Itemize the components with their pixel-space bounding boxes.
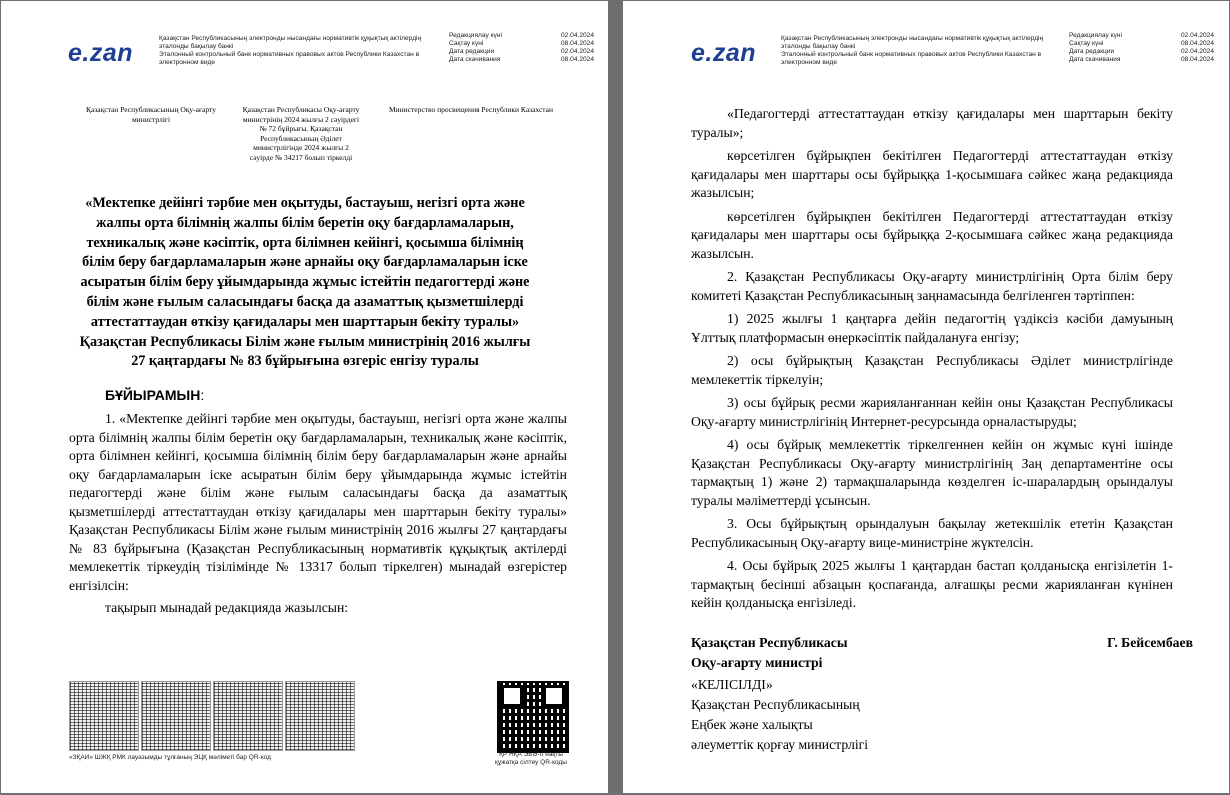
agreed-line: Қазақстан Республикасының xyxy=(691,697,860,712)
date-row: Редакциялау күні 02.04.2024 xyxy=(449,32,595,39)
signature-qr-code xyxy=(213,681,283,751)
agreed-line: әлеуметтік қорғау министрлігі xyxy=(691,737,869,752)
signature-block xyxy=(691,633,1191,673)
date-row: Дата редакции 02.04.2024 xyxy=(1069,48,1215,55)
signature-qr-code xyxy=(141,681,211,751)
header-line-ru: Эталонный контрольный банк нормативных правовых актов Республики Казахстан в электронном виде xyxy=(159,51,420,66)
paragraph: 3) осы бұйрық ресми жарияланғаннан кейін оны Қазақстан Республикасы Оқу-ағарту министрлігінің Интернет-ресурсында орналастыруды; xyxy=(691,395,1173,429)
signatory-name: Г. Бейсембаев xyxy=(1107,635,1193,650)
paragraph: 3. Осы бұйрықтың орындалуын бақылау жетекшілік ететін Қазақстан Республикасының Оқу-ағарту вице-министріне жүктелсін. xyxy=(691,516,1173,550)
header-line-kz: Қазақстан Республикасының электронды нысандағы нормативтік құқықтық актілердің эталонды бақылау банкі xyxy=(781,35,1044,50)
header-line-kz: Қазақстан Республикасының электронды нысандағы нормативтік құқықтық актілердің эталонды бақылау банкі xyxy=(159,35,422,50)
document-link-qr-code[interactable] xyxy=(497,681,569,753)
qr-caption-right: ҚР НҚА ЭБӘ-гі нақты құжатқа сілтеу QR-коды xyxy=(495,751,567,766)
page1-body xyxy=(69,410,567,618)
ezan-logo: e.zan xyxy=(691,39,757,67)
paragraph: 4) осы бұйрық мемлекеттік тіркелгеннен кейін он жұмыс күні ішінде Қазақстан Республикасы Оқу-ағарту министрлігінің Заң департаментіне осы тармақтың 1) және 2) тармақшаларында көзделген іс-шаралардың орындалуы туралы мәліметтерді ұсынсын. xyxy=(691,437,1173,508)
document-page-1 xyxy=(1,1,608,793)
ezan-logo: e.zan xyxy=(68,39,134,67)
paragraph: «Педагогтерді аттестаттаудан өткізу қағидалары мен шарттарын бекіту туралы»; xyxy=(691,106,1173,140)
order-registration-info: Қазақстан Республикасы Оқу-ағарту министрінің 2024 жылғы 2 сәуірдегі № 72 бұйрығы. Қазақстан Республикасының Әділет министрлігінде 2024 жылғы 2 сәуірде № 34217 болып тіркелді xyxy=(242,105,360,162)
paragraph: 1. «Мектепке дейінгі тәрбие мен оқытуды, бастауыш, негізгі орта және жалпы орта білімнің жалпы білім беретін оқу бағдарламаларын, техникалық және кәсіптік, орта білімнен кейінгі, қосымша білімнің білім беру бағдарламаларын және арнайы оқу бағдарламаларын іске асыратын білім беру ұйымдарында жұмыс істейтін педагогтерді және білім және ғылым саласындағы басқа да азаматтық қызметшілерді аттестаттаудан өткізу қағидалары мен шарттарын бекіту туралы» Қазақстан Республикасы Білім және ғылым министрінің 2016 жылғы 27 қаңтардағы № 83 бұйрығына (Қазақстан Республикасының нормативтік құқықтық актілерді мемлекеттік тіркеудің тізілімінде № 13317 болып тіркелген) мынадай өзгерістер енгізілсін: xyxy=(69,411,567,593)
date-row: Редакциялау күні 02.04.2024 xyxy=(1069,32,1215,39)
date-row: Сақтау күні 08.04.2024 xyxy=(449,40,595,47)
agreed-block xyxy=(691,675,868,755)
paragraph: 1) 2025 жылғы 1 қаңтарға дейін педагогтің үздіксіз кәсіби дамуының Ұлттық платформасын өнеркәсіптік пайдалануға енгізу; xyxy=(691,311,1173,345)
signatory-title: Қазақстан Республикасы xyxy=(691,635,848,650)
signature-qr-code xyxy=(69,681,139,751)
header-dates xyxy=(449,32,599,64)
agreed-label: «КЕЛІСІЛДІ» xyxy=(691,677,773,692)
header-dates xyxy=(1069,32,1219,64)
document-page-2 xyxy=(623,1,1229,793)
signatory-position: Оқу-ағарту министрі xyxy=(691,655,823,670)
document-title: «Мектепке дейінгі тәрбие мен оқытуды, бастауыш, негізгі орта және жалпы орта білімнің жалпы білім беретін оқу бағдарламаларын, техникалық және кәсіптік, орта білімнен кейінгі, қосымша білімнің білім беру бағдарламаларын және арнайы оқу бағдарламаларын іске асыратын білім беру ұйымдарында жұмыс істейтін педагогтерді және білім және ғылым саласындағы басқа да азаматтық қызметшілерді аттестаттаудан өткізу қағидалары мен шарттарын бекіту туралы» Қазақстан Республикасы Білім және ғылым министрінің 2016 жылғы 27 қаңтардағы № 83 бұйрығына өзгеріс енгізу туралы xyxy=(79,195,531,370)
date-row: Дата редакции 02.04.2024 xyxy=(449,48,595,55)
page2-body xyxy=(691,105,1173,618)
signature-qr-code xyxy=(285,681,355,751)
paragraph: 2) осы бұйрықтың Қазақстан Республикасы Әділет министрлігінде мемлекеттік тіркелуін; xyxy=(691,353,1173,387)
paragraph: көрсетілген бұйрықпен бекітілген Педагогтерді аттестаттаудан өткізу қағидалары мен шарттары осы бұйрыққа 2-қосымшаға сәйкес жаңа редакцияда жазылсын. xyxy=(691,208,1173,261)
paragraph: 4. Осы бұйрық 2025 жылғы 1 қаңтардан бастап қолданысқа енгізілетін 1-тармақтың бесінші абзацын қоспағанда, алғашқы ресми жарияланған күнінен кейін қолданысқа енгізіледі. xyxy=(691,558,1173,610)
qr-caption-left: «ЗҚАИ» ШЖҚ РМК лауазымды тұлғаның ЭЦҚ мәліметі бар QR-код xyxy=(69,754,271,761)
paragraph: тақырып мынадай редакцияда жазылсын: xyxy=(105,600,349,615)
paragraph: көрсетілген бұйрықпен бекітілген Педагогтерді аттестаттаудан өткізу қағидалары мен шарттары осы бұйрыққа 1-қосымшаға сәйкес жаңа редакцияда жазылсын; xyxy=(691,148,1173,200)
date-row: Дата скачивания 08.04.2024 xyxy=(1069,56,1215,63)
agreed-line: Еңбек және халықты xyxy=(691,717,813,732)
date-row: Дата скачивания 08.04.2024 xyxy=(449,56,595,63)
header-description xyxy=(781,35,1061,67)
date-row: Сақтау күні 08.04.2024 xyxy=(1069,40,1215,47)
issuer-ru: Министерство просвещения Республики Казахстан xyxy=(388,105,554,114)
order-heading: БҰЙЫРАМЫН: xyxy=(105,387,205,403)
header-description xyxy=(159,35,439,67)
header-line-ru: Эталонный контрольный банк нормативных правовых актов Республики Казахстан в электронном виде xyxy=(781,51,1042,66)
paragraph: 2. Қазақстан Республикасы Оқу-ағарту министрлігінің Орта білім беру комитеті Қазақстан Республикасының заңнамасында белгіленген тәртіппен: xyxy=(691,269,1173,303)
issuer-kz: Қазақстан Республикасының Оқу-ағарту министрлігі xyxy=(86,105,216,124)
